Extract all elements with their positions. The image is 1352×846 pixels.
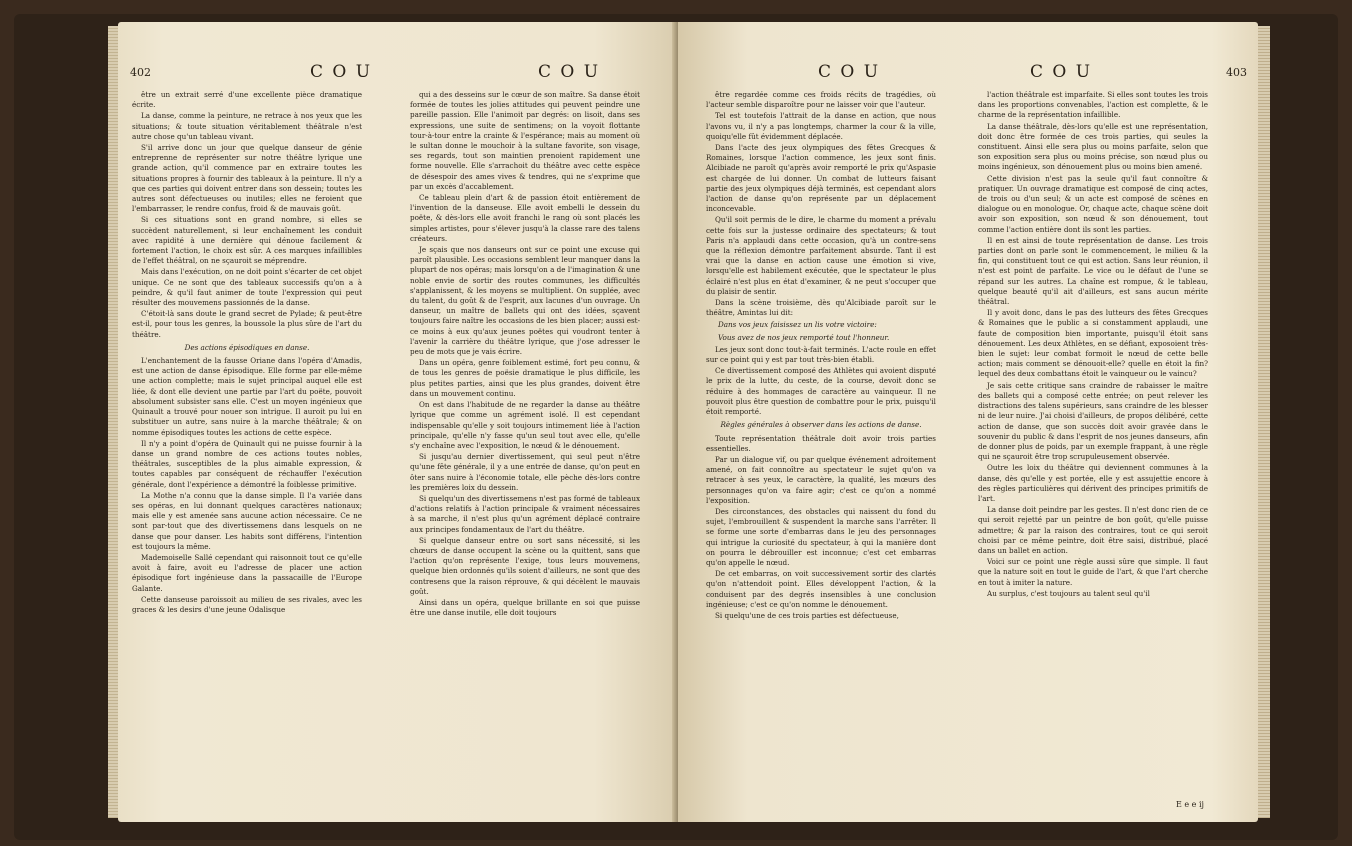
paragraph: Cette danseuse paroissoit au milieu de ses rivales, avec les graces & les desirs d'une jeune Odalisque <box>132 594 362 614</box>
paragraph: Ce divertissement composé des Athlètes qui avoient disputé le prix de la lutte, du ceste, de la course, devoit donc se réduire à des hommages de caractère au vainqueur. Il ne pouvoit plus être question de combattre pour le prix, puisqu'il étoit remporté. <box>706 366 936 417</box>
paragraph: être regardée comme ces froids récits de tragédies, où l'acteur semble disparoître pour ne laisser voir que l'auteur. <box>706 90 936 110</box>
paragraph: L'enchantement de la fausse Oriane dans l'opéra d'Amadis, est une action de danse épisodique. Elle forme par elle-même une action complette; mais le sujet principal auquel elle est liée, & dont elle devient une partie par l'art du poëte, pouvoit absolument subsister sans elle. C'est un moyen ingénieux que Quinault a trouvé pour nouer son intrigue. Il auroit pu lui en substituer un autre, sans nuire à la marche théâtrale; & on nomme épisodiques toutes les actions de cette espèce. <box>132 356 362 437</box>
page-number: 403 <box>1226 66 1247 79</box>
paragraph: Dans l'acte des jeux olympiques des fêtes Grecques & Romaines, lorsque l'action commence, les jeux sont finis. Alcibiade ne paroît qu'après avoir remporté le prix qu'Aspasie est chargée de lui donner. Un combat de lutteurs faisant partie des jeux olympiques déjà terminés, est cependant alors l'action de danse qu'on représente par un déplacement inconcevable. <box>706 143 936 214</box>
paragraph-group <box>706 90 936 318</box>
running-head-col2: C O U <box>1030 62 1093 82</box>
paragraph: Si quelqu'une de ces trois parties est défectueuse, <box>715 610 899 620</box>
paragraph: Les jeux sont donc tout-à-fait terminés. L'acte roule en effet sur ce point qui y est par tout très-bien établi. <box>706 344 936 365</box>
running-head-col1: C O U <box>818 62 881 82</box>
paragraph: La danse théâtrale, dès-lors qu'elle est une représentation, doit donc être formée de ces trois parties, qui seules la constituent. Ainsi elle sera plus ou moins parfaite, selon que son exposition sera plus ou moins précise, son nœud plus ou moins ingénieux, son dénouement plus ou moins bien amené. <box>978 121 1208 172</box>
section-heading: Des actions épisodiques en danse. <box>184 342 310 352</box>
paragraph: Dans un opéra, genre foiblement estimé, fort peu connu, & de tous les genres de poësie dramatique le plus difficile, les plus petites parties, ainsi que les plus grandes, doivent être dans un mouvement continu. <box>410 358 640 398</box>
section-heading: Règles générales à observer dans les actions de danse. <box>720 420 922 430</box>
paragraph: Dans la scène troisième, dès qu'Alcibiade paroît sur le théâtre, Amintas lui dit: <box>706 298 936 318</box>
paragraph: S'il arrive donc un jour que quelque danseur de génie entreprenne de représenter sur notre théâtre lyrique une grande action, qu'il commence par en extraire toutes les situations propres à fournir des tableaux à la peinture. Il n'y a que ces parties qui doivent entrer dans son dessein; toutes les autres sont défectueuses ou inutiles; elles ne feroient que l'embarrasser, le rendre confus, froid & de mauvais goût. <box>132 143 362 214</box>
paragraph: qui a des desseins sur le cœur de son maître. Sa danse étoit formée de toutes les jolies attitudes qui peuvent peindre une pareille passion. Elle l'animoit par degrés: on lisoit, dans ses expressions, une suite de sentimens; on la voyoit flottante tour-à-tour entre la crainte & l'espérance; mais au moment où le sultan donne le mouchoir à la sultane favorite, son visage, ses regards, tout son maintien prenoient rapidement une forme nouvelle. Elle s'arrachoit du théâtre avec cette espèce de désespoir des ames vives & tendres, qui ne s'exprime que par un excès d'accablement. <box>410 90 640 191</box>
paragraph: Ainsi dans un opéra, quelque brillante en soi que puisse être une danse inutile, elle doit toujours <box>410 597 640 618</box>
paragraph: La danse, comme la peinture, ne retrace à nos yeux que les situations; & toute situation véritablement théâtrale n'est autre chose qu'un tableau vivant. <box>132 111 362 141</box>
paragraph: être un extrait serré d'une excellente pièce dramatique écrite. <box>132 90 362 110</box>
paragraph-group <box>410 90 640 618</box>
text-column-2 <box>978 90 1208 600</box>
paragraph: Cette division n'est pas la seule qu'il faut connoître & pratiquer. Un ouvrage dramatique est composé de cinq actes, de trois ou d'un seul; & un acte est composé de scènes en dialogue ou en monologue. Or, chaque acte, chaque scène doit avoir son exposition, son nœud & son dénouement, tout comme l'action entière dont ils sont les parties. <box>978 173 1208 234</box>
paragraph: Si quelqu'un des divertissemens n'est pas formé de tableaux d'actions relatifs à l'action principale & vraiment nécessaires à sa marche, il n'est plus qu'un agrément déplacé contraire aux principes fondamentaux de l'art du théâtre. <box>410 493 640 534</box>
text-column-1 <box>706 90 936 622</box>
running-head-col1: C O U <box>310 62 373 82</box>
verse-quote <box>706 320 936 342</box>
paragraph: Si ces situations sont en grand nombre, si elles se succèdent naturellement, si leur enchaînement les conduit avec rapidité à une dernière qui dénoue facilement & fortement l'action, le choix est sûr. A ces marques infaillibles de l'effet théâtral, on ne sçauroit se méprendre. <box>132 215 362 266</box>
paragraph: Je sais cette critique sans craindre de rabaisser le maître des ballets qui a composé cette entrée; on peut relever les distractions des talens supérieurs, sans craindre de les blesser ni de leur nuire. J'ai choisi d'ailleurs, de propos délibéré, cette action de danse, que son succès doit avoir gravée dans le souvenir du public & dans l'esprit de nos jeunes danseurs, afin de donner plus de poids, par un exemple frappant, à une règle qui ne sçauroit être trop scrupuleusement observée. <box>978 380 1208 462</box>
paragraph: Outre les loix du théâtre qui deviennent communes à la danse, dès qu'elle y est portée, elle y est assujettie encore à des règles particulières qui dérivent des principes primitifs de l'art. <box>978 463 1208 503</box>
left-page <box>118 22 678 822</box>
page-number: 402 <box>130 66 151 79</box>
text-column-1 <box>132 90 362 616</box>
paragraph: Au surplus, c'est toujours au talent seul qu'il <box>987 588 1150 598</box>
paragraph: Voici sur ce point une règle aussi sûre que simple. Il faut que la nature soit en tout le guide de l'art, & que l'art cherche en tout à imiter la nature. <box>978 557 1208 587</box>
paragraph: Tel est toutefois l'attrait de la danse en action, que nous l'avons vu, il n'y a pas longtemps, charmer la cour & la ville, quoiqu'elle fût évidemment déplacée. <box>706 111 936 141</box>
paragraph: Mais dans l'exécution, on ne doit point s'écarter de cet objet unique. Ce ne sont que des tableaux successifs qu'on a à peindre, & qu'il faut animer de toute l'expression qui peut résulter des mouvemens passionnés de la danse. <box>132 267 362 308</box>
paragraph: Si jusqu'au dernier divertissement, qui seul peut n'être qu'une fête générale, il y a une entrée de danse, qu'on peut en ôter sans nuire à l'économie totale, elle pèche dès-lors contre les premières loix du dessein. <box>410 452 640 492</box>
paragraph: Il n'y a point d'opéra de Quinault qui ne puisse fournir à la danse un grand nombre de ces actions toutes nobles, théâtrales, susceptibles de la plus aimable expression, & toutes capables par conséquent de réchauffer l'exécution générale, dont l'expérience a démontré la foiblesse primitive. <box>132 438 362 489</box>
paragraph: On est dans l'habitude de ne regarder la danse au théâtre lyrique que comme un agrément isolé. Il est cependant indispensable qu'elle y soit toujours intimement liée à l'action principale, qu'elle n'y fasse qu'un seul tout avec elle, qu'elle s'y enchaîne avec l'exposition, le nœud & le dénouement. <box>410 400 640 450</box>
signature-mark: E e e ij <box>1176 800 1204 809</box>
paragraph: C'étoit-là sans doute le grand secret de Pylade; & peut-être est-il, pour tous les genres, la boussole la plus sûre de l'art du théâtre. <box>132 309 362 339</box>
paragraph-group <box>132 90 362 340</box>
verse-line: Vous avez de nos jeux remporté tout l'honneur. <box>718 332 890 342</box>
running-head-col2: C O U <box>538 62 601 82</box>
paragraph: Qu'il soit permis de le dire, le charme du moment a prévalu cette fois sur la justesse ordinaire des spectateurs; & tout Paris n'a applaudi dans cette occasion, qu'à un contre-sens que la réflexion démontre parfaitement absurde. Tant il est vrai que la danse en action cause une émotion si vive, lorsqu'elle est habilement exécutée, que le spectateur le plus éclairé n'est plus en état d'examiner, & ne peut s'occuper que du plaisir de sentir. <box>706 215 936 296</box>
paragraph: Mademoiselle Sallé cependant qui raisonnoit tout ce qu'elle avoit à faire, avoit eu l'adresse de placer une action épisodique fort ingénieuse dans la passacaille de l'Europe Galante. <box>132 552 362 593</box>
paragraph-group <box>978 90 1208 599</box>
paragraph-group <box>706 434 936 622</box>
paragraph-group <box>706 345 936 417</box>
paragraph: Si quelque danseur entre ou sort sans nécessité, si les chœurs de danse occupent la scène ou la quittent, sans que l'action qu'on représente l'exige, tous leurs mouvemens, quelque bien ordonnés qu'ils soient d'ailleurs, ne sont que des contresens que la raison réprouve, & qui décèlent le mauvais goût. <box>410 535 640 596</box>
text-column-2 <box>410 90 640 619</box>
right-page <box>678 22 1258 822</box>
paragraph: Toute représentation théâtrale doit avoir trois parties essentielles. <box>706 433 936 453</box>
paragraph-group <box>132 356 362 615</box>
paragraph: Il y avoit donc, dans le pas des lutteurs des fêtes Grecques & Romaines que le public a si constamment applaudi, une faute de composition bien importante, puisqu'il étoit sans dénouement. Les deux Athlètes, en se défiant, exposoient très-bien le sujet: leur combat formoit le nœud de cette belle action; mais comment se dénouoit-elle? quelle en étoit la fin? lequel des deux combattans étoit le vainqueur ou le vaincu? <box>978 308 1208 379</box>
paragraph: l'action théâtrale est imparfaite. Si elles sont toutes les trois dans les proportions convenables, l'action est complette, & le charme de la représentation infaillible. <box>978 90 1208 120</box>
paragraph: Il en est ainsi de toute représentation de danse. Les trois parties dont on parle sont le commencement, le milieu & la fin, qui constituent tout ce qui est action. Sans leur réunion, il n'est est point de parfaite. Le vice ou le défaut de l'une se répand sur les autres. La chaîne est rompue, & le tableau, quelque beauté qu'il ait d'ailleurs, est sans aucun mérite théâtral. <box>978 235 1208 307</box>
verse-line: Dans vos jeux faisissez un lis votre victoire: <box>718 320 877 330</box>
paragraph: De cet embarras, on voit successivement sortir des clartés qu'on n'attendoit point. Elles développent l'action, & la conduisent par des degrés insensibles à une conclusion ingénieuse; c'est ce qu'on nomme le dénouement. <box>706 569 936 609</box>
paragraph: Des circonstances, des obstacles qui naissent du fond du sujet, l'embrouillent & suspendent la marche sans l'arrêter. Il se forme une sorte d'embarras dans le jeu des personnages qui intrigue la curiosité du spectateur, à qui la manière dont on pourra le débrouiller est inconnue; c'est cet embarras qu'on appelle le nœud. <box>706 506 936 567</box>
paragraph: Par un dialogue vif, ou par quelque événement adroitement amené, on fait connoître au spectateur le sujet qu'on va retracer à ses yeux, le caractère, la qualité, les mœurs des personnages qu'on va faire agir; c'est ce qu'on a nommé l'exposition. <box>706 454 936 505</box>
paragraph: La Mothe n'a connu que la danse simple. Il l'a variée dans ses opéras, en lui donnant quelques caractères nationaux; mais elle y est amenée sans aucune action nécessaire. Ce ne sont par-tout que des divertissemens dans lesquels on ne danse que pour danser. Les habits sont différens, l'intention est toujours la même. <box>132 490 362 551</box>
paragraph: Je sçais que nos danseurs ont sur ce point une excuse qui paroît plausible. Les occasions semblent leur manquer dans la plupart de nos opéras; mais lorsqu'on a de l'imagination & une noble envie de sortir des routes communes, les difficultés s'applanissent, & les moyens se multiplient. On supplée, avec du talent, du goût & de l'esprit, aux lacunes d'un ouvrage. Un danseur, un maître de ballets qui ont des idées, sçavent toujours faire naître les occasions de les bien placer; aussi est-ce moins à eux qu'aux jeunes poëtes qui voudront tenter à l'avenir la carrière du théâtre lyrique, que j'ose adresser le peu de mots que je vais écrire. <box>410 245 640 357</box>
paragraph: La danse doit peindre par les gestes. Il n'est donc rien de ce qui seroit rejetté par un peintre de bon goût, qu'elle puisse admettre; & par la raison des contraires, tout ce qui seroit choisi par ce même peintre, doit être saisi, distribué, placé dans un ballet en action. <box>978 505 1208 555</box>
page-edge-right <box>1256 26 1270 818</box>
paragraph: Ce tableau plein d'art & de passion étoit entièrement de l'invention de la danseuse. Elle avoit embelli le dessein du poëte, & dès-lors elle avoit franchi le rang où sont placés les simples artistes, pour s'élever jusqu'à la classe rare des talens créateurs. <box>410 193 640 243</box>
